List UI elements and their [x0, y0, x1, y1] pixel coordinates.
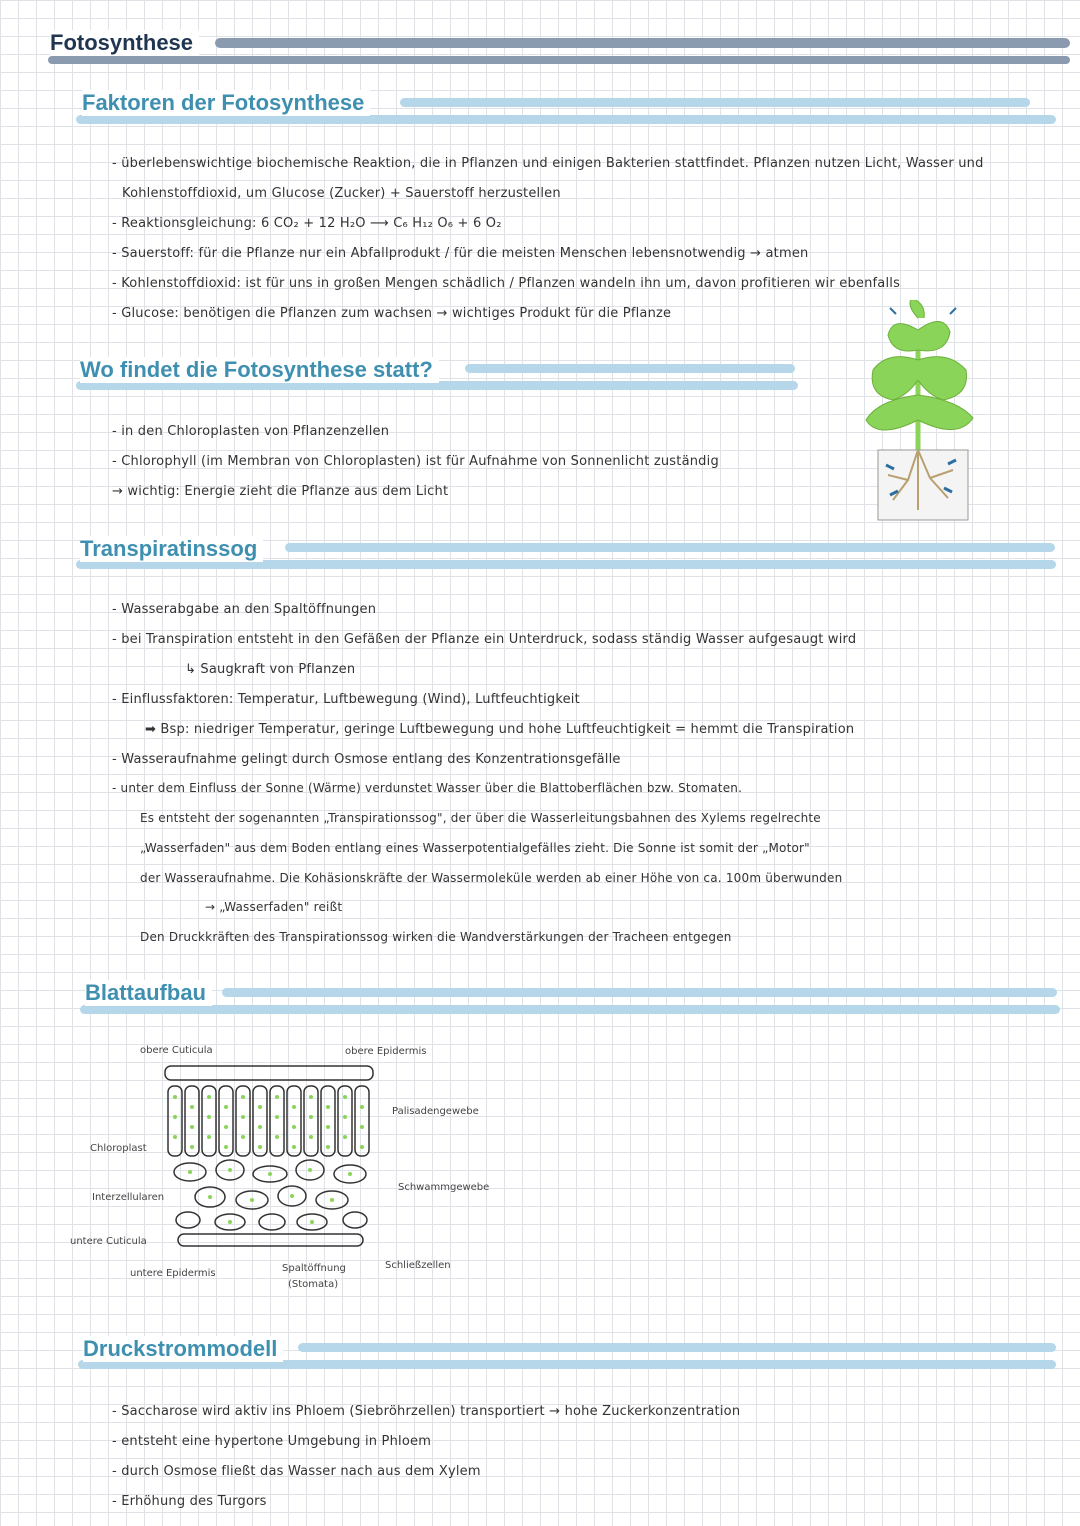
label-chloroplast: Chloroplast — [90, 1143, 147, 1154]
text-line: - Reaktionsgleichung: 6 CO₂ + 12 H₂O ⟶ C₆ H₁₂ O₆ + 6 O₂ — [112, 216, 502, 231]
text-line: - bei Transpiration entsteht in den Gefäßen der Pflanze ein Unterdruck, sodass ständig Wasser aufgesaugt wird — [112, 632, 857, 647]
text-line: - in den Chloroplasten von Pflanzenzellen — [112, 424, 390, 439]
text-line: - Chlorophyll (im Membran von Chloroplasten) ist für Aufnahme von Sonnenlicht zuständig — [112, 454, 719, 469]
leaf-icon — [910, 300, 924, 318]
text-line: - Saccharose wird aktiv ins Phloem (Siebröhrzellen) transportiert → hohe Zuckerkonzentration — [112, 1404, 741, 1419]
text-line: der Wasseraufnahme. Die Kohäsionskräfte der Wassermoleküle werden ab einer Höhe von ca. 100m überwunden — [140, 871, 843, 885]
heading-blatt: Blattaufbau — [85, 980, 212, 1006]
title-underline — [48, 56, 1070, 64]
heading-wo: Wo findet die Fotosynthese statt? — [80, 357, 439, 383]
text-line: ➡ Bsp: niedriger Temperatur, geringe Luftbewegung und hohe Luftfeuchtigkeit = hemmt die Transpiration — [145, 722, 855, 737]
label-untere-epidermis: untere Epidermis — [130, 1268, 216, 1279]
text-line: - überlebenswichtige biochemische Reaktion, die in Pflanzen und einigen Bakterien stattfindet. Pflanzen nutzen Licht, Wasser und — [112, 156, 984, 171]
label-stomata: (Stomata) — [288, 1279, 339, 1290]
section-bar — [400, 98, 1030, 107]
leaf-icon — [918, 321, 950, 350]
leaf-icon — [872, 357, 918, 400]
text-line: - Einflussfaktoren: Temperatur, Luftbewegung (Wind), Luftfeuchtigkeit — [112, 692, 580, 707]
label-schliesszellen: Schließzellen — [385, 1260, 451, 1271]
text-line: - entsteht eine hypertone Umgebung in Phloem — [112, 1434, 432, 1449]
text-line: - Erhöhung des Turgors — [112, 1494, 267, 1509]
title-bar — [215, 38, 1070, 48]
text-line: Es entsteht der sogenannten „Transpirationssog", der über die Wasserleitungsbahnen des Xylems regelrechte — [140, 811, 821, 825]
palisade-layer — [168, 1086, 369, 1156]
label-interzellular: Interzellularen — [92, 1192, 165, 1203]
section-bar — [298, 1343, 1056, 1352]
section-underline — [76, 115, 1056, 124]
text-line: „Wasserfaden" aus dem Boden entlang eines Wasserpotentialgefälles zieht. Die Sonne ist somit der „Motor" — [140, 841, 810, 855]
text-line: ↳ Saugkraft von Pflanzen — [185, 662, 356, 677]
leaf-icon — [918, 395, 973, 430]
section-bar — [465, 364, 795, 373]
leaf-icon — [918, 357, 967, 400]
section-bar — [222, 988, 1057, 997]
heading-faktoren: Faktoren der Fotosynthese — [82, 90, 370, 116]
label-obere-epidermis: obere Epidermis — [345, 1046, 427, 1057]
heading-druck: Druckstrommodell — [83, 1336, 283, 1362]
plant-illustration — [848, 300, 988, 532]
text-line: - Wasserabgabe an den Spaltöffnungen — [112, 602, 377, 617]
label-schwamm: Schwammgewebe — [398, 1182, 490, 1193]
text-line: → wichtig: Energie zieht die Pflanze aus dem Licht — [112, 484, 449, 499]
spongy-layer — [174, 1160, 367, 1230]
section-bar — [285, 543, 1055, 552]
page-title: Fotosynthese — [50, 30, 199, 56]
label-obere-cuticula: obere Cuticula — [140, 1045, 213, 1056]
section-underline — [80, 1005, 1060, 1014]
heading-transpiration: Transpiratinssog — [80, 536, 263, 562]
text-line: - durch Osmose fließt das Wasser nach aus dem Xylem — [112, 1464, 481, 1479]
lower-epidermis — [178, 1234, 363, 1246]
text-line: Kohlenstoffdioxid, um Glucose (Zucker) + Sauerstoff herzustellen — [122, 186, 561, 201]
text-line: - Glucose: benötigen die Pflanzen zum wachsen → wichtiges Produkt für die Pflanze — [112, 306, 672, 321]
label-palisaden: Palisadengewebe — [392, 1106, 479, 1117]
label-untere-cuticula: untere Cuticula — [70, 1236, 147, 1247]
text-line: → „Wasserfaden" reißt — [205, 900, 343, 914]
label-spaltoeffnung: Spaltöffnung — [282, 1263, 346, 1274]
text-line: - unter dem Einfluss der Sonne (Wärme) verdunstet Wasser über die Blattoberflächen bzw. Stomaten. — [112, 781, 743, 795]
text-line: - Kohlenstoffdioxid: ist für uns in großen Mengen schädlich / Pflanzen wandeln ihn um, davon profitieren wir ebenfalls — [112, 276, 901, 291]
text-line: Den Druckkräften des Transpirationssog wirken die Wandverstärkungen der Tracheen entgegen — [140, 930, 732, 944]
upper-epidermis — [165, 1066, 373, 1080]
leaf-cross-section — [160, 1062, 380, 1262]
text-line: - Sauerstoff: für die Pflanze nur ein Abfallprodukt / für die meisten Menschen lebensnotwendig → atmen — [112, 246, 809, 261]
text-line: - Wasseraufnahme gelingt durch Osmose entlang des Konzentrationsgefälle — [112, 752, 621, 767]
leaf-icon — [888, 324, 918, 351]
